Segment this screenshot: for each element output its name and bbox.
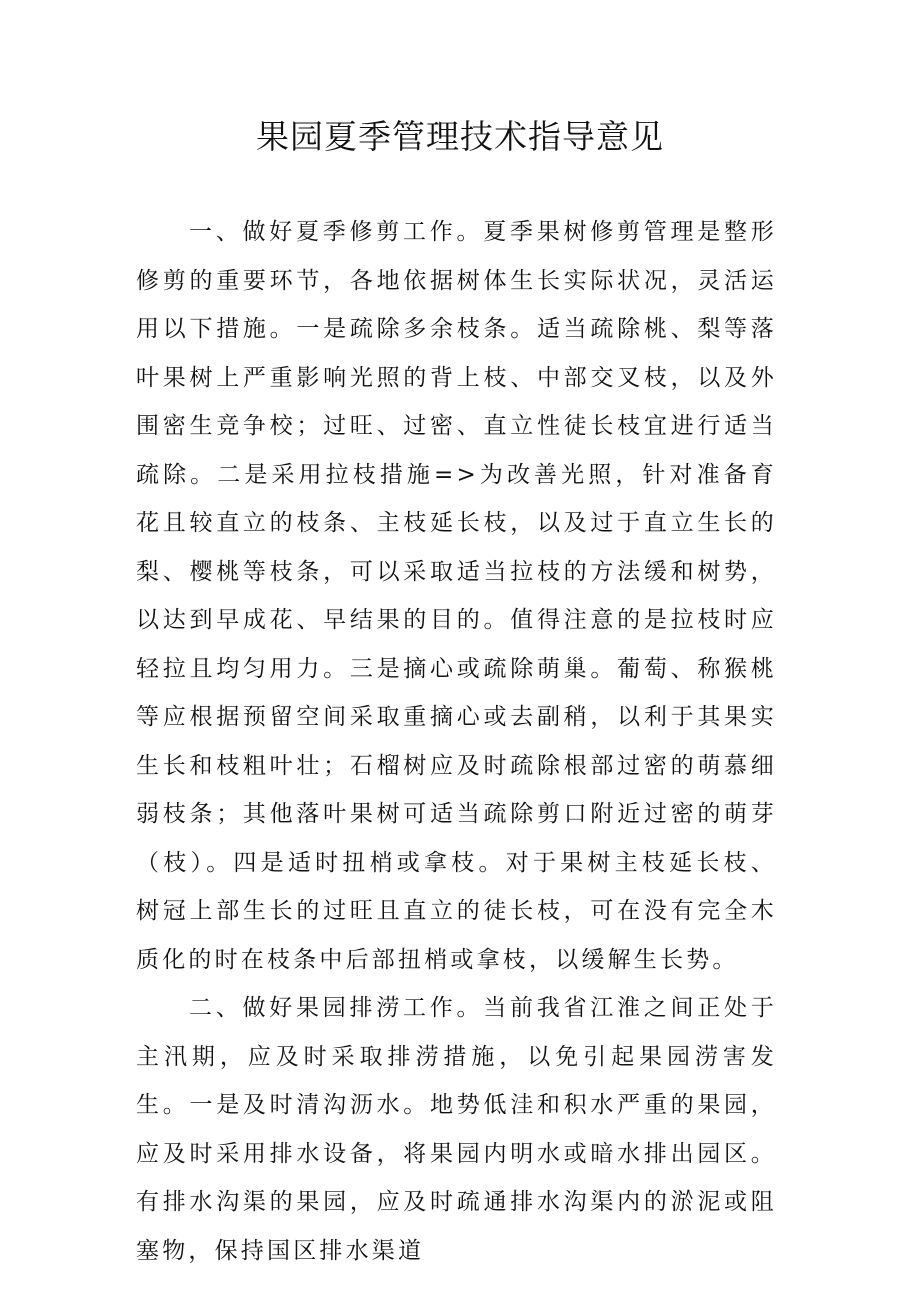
paragraph-drainage: 二、做好果园排涝工作。当前我省江淮之间正处于主汛期，应及时采取排涝措施，以免引起果园涝害发生。一是及时清沟沥水。地势低洼和积水严重的果园，应及时采用排水设备，将果园内明水或暗水排出园区。有排水沟渠的果园，应及时疏通排水沟渠内的淤泥或阻塞物，保持国区排水渠道 — [136, 995, 777, 1264]
document-title: 果园夏季管理技术指导意见 — [256, 117, 664, 156]
paragraph-summer-pruning: 一、做好夏季修剪工作。夏季果树修剪管理是整形修剪的重要环节，各地依据树体生长实际状况，灵活运用以下措施。一是疏除多余枝条。适当疏除桃、梨等落叶果树上严重影响光照的背上枝、中部交叉枝，以及外围密生竞争校；过旺、过密、直立性徒长枝宜进行适当疏除。二是采用拉枝措施=>为改善光照，针对准备育花且较直立的枝条、主枝延长枝，以及过于直立生长的梨、樱桃等枝条，可以采取适当拉枝的方法缓和树势，以达到早成花、早结果的目的。值得注意的是拉枝时应轻拉且均匀用力。三是摘心或疏除萌巢。葡萄、称猴桃等应根据预留空间采取重摘心或去副稍，以利于其果实生长和枝粗叶壮；石榴树应及时疏除根部过密的萌慕细弱枝条；其他落叶果树可适当疏除剪口附近过密的萌芽（枝）。四是适时扭梢或拿枝。对于果树主枝延长枝、树冠上部生长的过旺且直立的徒长枝，可在没有完全木质化的时在枝条中后部扭梢或拿枝，以缓解生长势。 — [136, 219, 777, 973]
document-body — [136, 208, 777, 1275]
